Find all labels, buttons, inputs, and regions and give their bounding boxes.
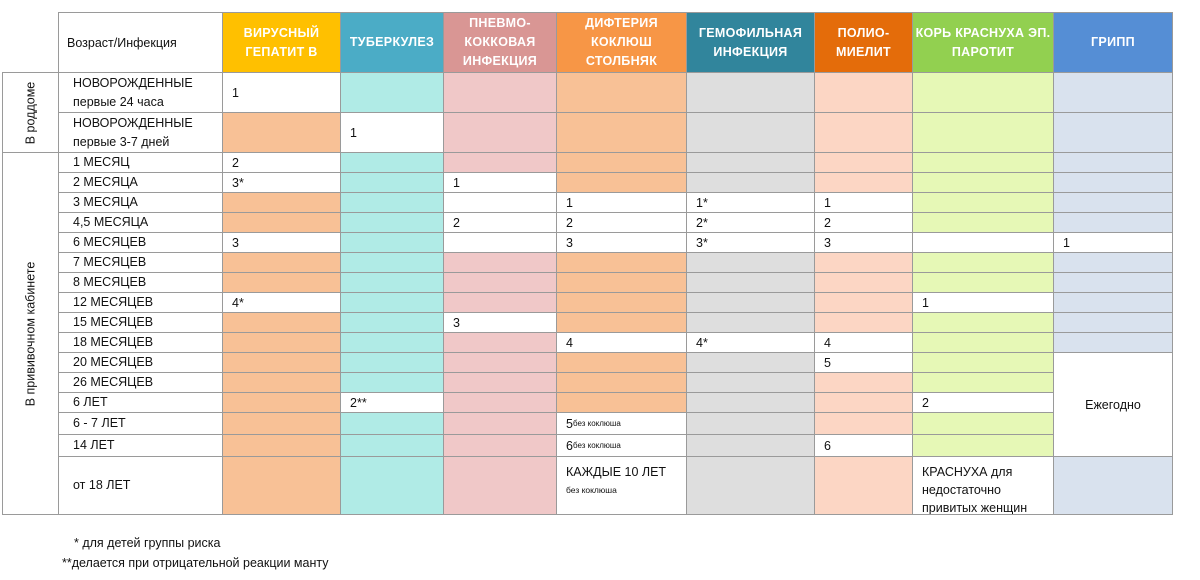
schedule-cell: [912, 312, 1054, 333]
schedule-cell: [340, 312, 444, 333]
schedule-cell: [686, 372, 815, 393]
schedule-cell: [814, 392, 913, 413]
row-label: 26 МЕСЯЦЕВ: [58, 372, 223, 393]
schedule-cell: [340, 232, 444, 253]
schedule-cell: 3: [814, 232, 913, 253]
schedule-cell: [222, 252, 341, 273]
schedule-cell: [443, 112, 557, 153]
schedule-cell: [686, 434, 815, 457]
schedule-cell: 1: [814, 192, 913, 213]
row-label: 8 МЕСЯЦЕВ: [58, 272, 223, 293]
schedule-cell: [443, 434, 557, 457]
schedule-cell: 4: [556, 332, 687, 353]
schedule-cell: [340, 434, 444, 457]
schedule-cell: [1053, 312, 1173, 333]
schedule-cell: 6: [814, 434, 913, 457]
row-label: 4,5 МЕСЯЦА: [58, 212, 223, 233]
schedule-cell: [556, 252, 687, 273]
schedule-cell: 1: [1053, 232, 1173, 253]
schedule-cell: [814, 272, 913, 293]
schedule-cell: 3*: [222, 172, 341, 193]
schedule-cell: [556, 72, 687, 113]
schedule-cell: [222, 272, 341, 293]
schedule-cell: [686, 352, 815, 373]
no-pertussis-note: без коклюша: [566, 485, 617, 495]
row-label: 3 МЕСЯЦА: [58, 192, 223, 213]
schedule-cell: [814, 252, 913, 273]
column-header: ВИРУСНЫЙ ГЕПАТИТ В: [222, 12, 341, 73]
schedule-cell: [556, 272, 687, 293]
schedule-cell: [912, 252, 1054, 273]
schedule-cell: [912, 192, 1054, 213]
schedule-cell: [1053, 292, 1173, 313]
footnote-mantoux: **делается при отрицательной реакции манту: [62, 556, 329, 570]
schedule-cell: [814, 292, 913, 313]
schedule-cell: [340, 152, 444, 173]
row-label: 14 ЛЕТ: [58, 434, 223, 457]
schedule-cell: [222, 212, 341, 233]
schedule-cell: КАЖДЫЕ 10 ЛЕТ без коклюша: [556, 456, 687, 515]
schedule-cell: 4*: [686, 332, 815, 353]
schedule-cell: 1: [340, 112, 444, 153]
schedule-cell: КРАСНУХА для недостаточно привитых женщин: [912, 456, 1054, 515]
schedule-cell: 6 без коклюша: [556, 434, 687, 457]
schedule-cell: [912, 332, 1054, 353]
row-label: 2 МЕСЯЦА: [58, 172, 223, 193]
schedule-cell: [222, 332, 341, 353]
schedule-cell: [222, 312, 341, 333]
schedule-cell: [814, 456, 913, 515]
schedule-cell: [340, 456, 444, 515]
row-label: 1 МЕСЯЦ: [58, 152, 223, 173]
schedule-cell: [443, 152, 557, 173]
schedule-cell: [340, 292, 444, 313]
schedule-cell: [340, 272, 444, 293]
schedule-cell: 5 без коклюша: [556, 412, 687, 435]
row-label: НОВОРОЖДЕННЫЕ первые 3-7 дней: [58, 112, 223, 153]
schedule-cell: [912, 434, 1054, 457]
schedule-cell: [222, 412, 341, 435]
schedule-cell: [340, 412, 444, 435]
schedule-cell: [222, 372, 341, 393]
row-label: от 18 ЛЕТ: [58, 456, 223, 515]
schedule-cell: [686, 112, 815, 153]
schedule-cell: 2: [222, 152, 341, 173]
schedule-cell: [686, 292, 815, 313]
schedule-cell: [1053, 212, 1173, 233]
schedule-cell: [556, 292, 687, 313]
no-pertussis-note: без коклюша: [572, 419, 621, 428]
schedule-cell: 3: [443, 312, 557, 333]
schedule-cell: [556, 352, 687, 373]
schedule-cell: [443, 392, 557, 413]
schedule-cell: [686, 152, 815, 173]
schedule-cell: [222, 192, 341, 213]
schedule-cell: 2*: [686, 212, 815, 233]
schedule-cell: [814, 152, 913, 173]
schedule-cell: [686, 252, 815, 273]
schedule-cell: [556, 172, 687, 193]
schedule-cell: 1: [443, 172, 557, 193]
schedule-cell: 3: [222, 232, 341, 253]
schedule-cell: [340, 372, 444, 393]
column-header: ГЕМОФИЛЬНАЯ ИНФЕКЦИЯ: [686, 12, 815, 73]
schedule-cell: [443, 332, 557, 353]
schedule-cell: 2: [443, 212, 557, 233]
schedule-cell: 2**: [340, 392, 444, 413]
column-header: ДИФТЕРИЯ КОКЛЮШ СТОЛБНЯК: [556, 12, 687, 73]
schedule-cell: [1053, 72, 1173, 113]
column-header: ПНЕВМО-КОККОВАЯ ИНФЕКЦИЯ: [443, 12, 557, 73]
schedule-cell: [556, 372, 687, 393]
row-label: 15 МЕСЯЦЕВ: [58, 312, 223, 333]
schedule-cell: [686, 412, 815, 435]
schedule-cell: [912, 412, 1054, 435]
schedule-cell: [340, 252, 444, 273]
row-label: 20 МЕСЯЦЕВ: [58, 352, 223, 373]
schedule-cell: [443, 192, 557, 213]
row-label: НОВОРОЖДЕННЫЕ первые 24 часа: [58, 72, 223, 113]
footnote-risk-group: * для детей группы риска: [74, 536, 221, 550]
schedule-cell: [443, 272, 557, 293]
schedule-cell: [443, 292, 557, 313]
schedule-cell: [556, 312, 687, 333]
schedule-cell: [1053, 272, 1173, 293]
schedule-cell: [443, 352, 557, 373]
schedule-cell: 2: [814, 212, 913, 233]
schedule-cell: 1: [912, 292, 1054, 313]
schedule-cell: [443, 232, 557, 253]
schedule-cell: [443, 252, 557, 273]
schedule-cell: [686, 392, 815, 413]
schedule-cell: [814, 372, 913, 393]
schedule-cell: [443, 456, 557, 515]
schedule-cell: [912, 352, 1054, 373]
schedule-cell: [686, 72, 815, 113]
schedule-cell: [556, 392, 687, 413]
section-clinic-label: В прививочном кабинете: [23, 261, 38, 406]
schedule-cell: [814, 72, 913, 113]
schedule-cell: [912, 112, 1054, 153]
schedule-cell: [443, 412, 557, 435]
schedule-cell: [686, 456, 815, 515]
schedule-cell: [1053, 192, 1173, 213]
schedule-cell: 2: [556, 212, 687, 233]
schedule-cell: [814, 312, 913, 333]
schedule-cell: [556, 112, 687, 153]
corner-header: Возраст/Инфекция: [58, 12, 223, 73]
schedule-cell: [340, 212, 444, 233]
schedule-cell: [222, 392, 341, 413]
schedule-cell: 5: [814, 352, 913, 373]
schedule-cell: [222, 112, 341, 153]
schedule-cell: [1053, 172, 1173, 193]
column-header: ТУБЕРКУЛЕЗ: [340, 12, 444, 73]
schedule-cell: [556, 152, 687, 173]
schedule-cell: [912, 72, 1054, 113]
schedule-cell: [912, 272, 1054, 293]
row-label: 6 ЛЕТ: [58, 392, 223, 413]
row-label: 12 МЕСЯЦЕВ: [58, 292, 223, 313]
column-header: КОРЬ КРАСНУХА ЭП. ПАРОТИТ: [912, 12, 1054, 73]
schedule-cell: [814, 112, 913, 153]
schedule-cell: [443, 72, 557, 113]
row-label: 18 МЕСЯЦЕВ: [58, 332, 223, 353]
flu-annual-cell: Ежегодно: [1053, 352, 1173, 457]
schedule-cell: [1053, 332, 1173, 353]
row-label: 6 - 7 ЛЕТ: [58, 412, 223, 435]
schedule-cell: [340, 192, 444, 213]
schedule-cell: [340, 72, 444, 113]
schedule-cell: 4: [814, 332, 913, 353]
schedule-cell: [1053, 456, 1173, 515]
schedule-cell: [340, 332, 444, 353]
schedule-cell: 4*: [222, 292, 341, 313]
no-pertussis-note: без коклюша: [572, 441, 621, 450]
schedule-cell: [686, 312, 815, 333]
schedule-cell: 1*: [686, 192, 815, 213]
column-header: ГРИПП: [1053, 12, 1173, 73]
schedule-cell: [222, 352, 341, 373]
section-maternity-label: В роддоме: [23, 81, 38, 144]
schedule-cell: [1053, 112, 1173, 153]
schedule-cell: [912, 172, 1054, 193]
schedule-cell: [912, 212, 1054, 233]
schedule-cell: [814, 412, 913, 435]
schedule-cell: [1053, 152, 1173, 173]
row-label: 7 МЕСЯЦЕВ: [58, 252, 223, 273]
schedule-cell: [222, 434, 341, 457]
schedule-cell: [443, 372, 557, 393]
section-maternity: [2, 72, 59, 153]
schedule-cell: [340, 172, 444, 193]
schedule-cell: [340, 352, 444, 373]
schedule-cell: 3*: [686, 232, 815, 253]
schedule-cell: [912, 372, 1054, 393]
schedule-cell: [686, 172, 815, 193]
schedule-cell: [686, 272, 815, 293]
schedule-cell: 2: [912, 392, 1054, 413]
section-clinic: [2, 152, 59, 515]
schedule-cell: 1: [222, 72, 341, 113]
schedule-cell: [912, 152, 1054, 173]
schedule-cell: 3: [556, 232, 687, 253]
schedule-cell: [222, 456, 341, 515]
schedule-cell: [1053, 252, 1173, 273]
column-header: ПОЛИО-МИЕЛИТ: [814, 12, 913, 73]
schedule-cell: [912, 232, 1054, 253]
schedule-cell: 1: [556, 192, 687, 213]
schedule-cell: [814, 172, 913, 193]
row-label: 6 МЕСЯЦЕВ: [58, 232, 223, 253]
